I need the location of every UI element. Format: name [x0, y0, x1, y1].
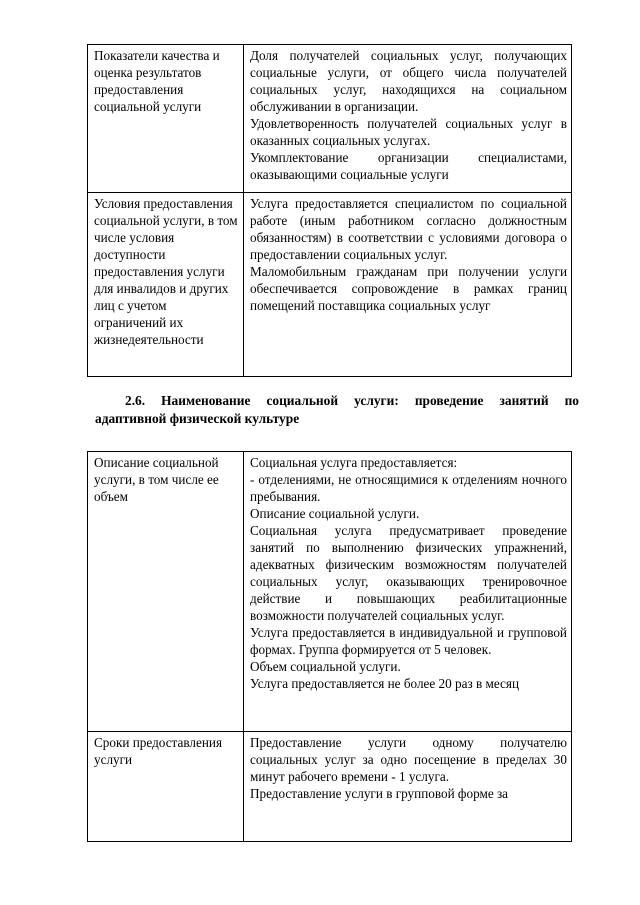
row-label-cell: [88, 732, 244, 842]
row-label-cell: [88, 452, 244, 732]
content-paragraph: Маломобильным гражданам при получении услуги обеспечивается сопровождение в рамках границ помещений поставщика социальных услуг: [250, 264, 567, 313]
table-row: [88, 452, 572, 732]
service-description-table: [87, 451, 572, 842]
content-paragraph: Услуга предоставляется не более 20 раз в месяц: [250, 676, 520, 691]
content-paragraph: Удовлетворенность получателей социальных услуг в оказанных социальных услугах.: [250, 116, 567, 148]
row-label-cell: [88, 45, 244, 193]
quality-conditions-table: [87, 44, 572, 377]
section-heading: [95, 392, 579, 428]
table-row: [88, 732, 572, 842]
row-label: Сроки предоставления услуги: [94, 735, 223, 767]
row-label: Показатели качества и оценка результатов предоставления социальной услуги: [94, 48, 220, 114]
content-paragraph: Предоставление услуги одному получателю социальных услуг за одно посещение в пределах 30 минут рабочего времени - 1 услуга.: [250, 735, 567, 784]
content-paragraph: Услуга предоставляется в индивидуальной и групповой формах. Группа формируется от 5 человек.: [250, 625, 567, 657]
row-label: Условия предоставления социальной услуги, в том числе условия доступности предоставления услуги для инвалидов и других лиц с учетом ограничений их жизнедеятельности: [94, 196, 238, 347]
content-paragraph: Социальная услуга предусматривает проведение занятий по выполнению физических упражнений, адекватных физическим возможностям получателей социальных услуг, оказывающих тренировочное действие и повышающих реабилитационные возможности получателей социальных услуг.: [250, 523, 567, 623]
content-paragraph: - отделениями, не относящимися к отделениям ночного пребывания.: [250, 472, 567, 504]
row-label: Описание социальной услуги, в том числе ее объем: [94, 455, 219, 504]
content-paragraph: Предоставление услуги в групповой форме за: [250, 786, 509, 801]
row-content-cell: [244, 452, 572, 732]
row-content-cell: [244, 193, 572, 377]
content-paragraph: Описание социальной услуги.: [250, 506, 420, 521]
row-content-cell: [244, 45, 572, 193]
content-paragraph: Социальная услуга предоставляется:: [250, 455, 458, 470]
section-heading-line1: 2.6. Наименование социальной услуги: проведение занятий по: [125, 393, 579, 408]
content-paragraph: Объем социальной услуги.: [250, 659, 401, 674]
content-paragraph: Укомплектование организации специалистами, оказывающими социальные услуги: [250, 150, 567, 182]
section-heading-line2: адаптивной физической культуре: [95, 411, 300, 426]
content-paragraph: Услуга предоставляется специалистом по социальной работе (иным работником согласно должностным обязанностям) в соответствии с условиями договора о предоставлении социальных услуг.: [250, 196, 567, 262]
content-paragraph: Доля получателей социальных услуг, получающих социальные услуги, от общего числа получателей социальных услуг, находящихся на социальном обслуживании в организации.: [250, 48, 567, 114]
row-content-cell: [244, 732, 572, 842]
table-row: [88, 45, 572, 193]
table-row: [88, 193, 572, 377]
row-label-cell: [88, 193, 244, 377]
